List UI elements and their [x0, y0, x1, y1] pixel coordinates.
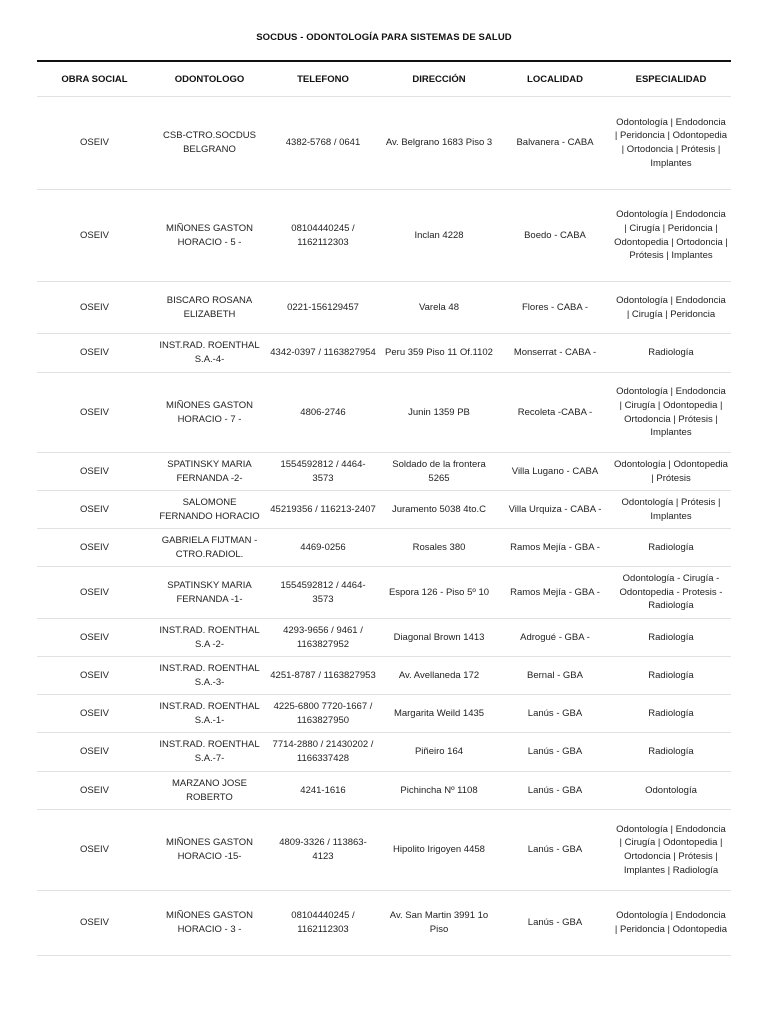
telefono-cell: 4809-3326 / 113863-4123: [267, 810, 379, 891]
obra-social-cell: OSEIV: [37, 453, 152, 491]
telefono-cell: 08104440245 / 1162112303: [267, 891, 379, 956]
especialidad-cell: Odontología | Odontopedia | Prótesis: [611, 453, 731, 491]
table-row: [37, 334, 731, 373]
odontologo-cell: INST.RAD. ROENTHAL S.A -2-: [152, 619, 267, 657]
table-row: [37, 282, 731, 334]
obra-social-cell: OSEIV: [37, 529, 152, 567]
localidad-cell: Villa Lugano - CABA: [499, 453, 611, 491]
obra-social-cell: OSEIV: [37, 567, 152, 619]
table-row: [37, 657, 731, 695]
direccion-cell: Varela 48: [379, 282, 499, 334]
especialidad-cell: Odontología | Endodoncia | Cirugía | Peridoncia: [611, 282, 731, 334]
localidad-cell: Recoleta -CABA -: [499, 373, 611, 453]
telefono-cell: 4241-1616: [267, 772, 379, 810]
table-row: [37, 695, 731, 733]
obra-social-cell: OSEIV: [37, 619, 152, 657]
table-row: [37, 567, 731, 619]
table-row: [37, 190, 731, 282]
odontologo-cell: CSB-CTRO.SOCDUS BELGRANO: [152, 97, 267, 190]
table-row: [37, 810, 731, 891]
obra-social-cell: OSEIV: [37, 373, 152, 453]
localidad-cell: Bernal - GBA: [499, 657, 611, 695]
telefono-cell: 1554592812 / 4464-3573: [267, 567, 379, 619]
table-body: [37, 97, 731, 956]
direccion-cell: Av. Belgrano 1683 Piso 3: [379, 97, 499, 190]
especialidad-cell: Radiología: [611, 529, 731, 567]
providers-table: [37, 60, 731, 956]
localidad-cell: Adrogué - GBA -: [499, 619, 611, 657]
obra-social-cell: OSEIV: [37, 97, 152, 190]
obra-social-cell: OSEIV: [37, 491, 152, 529]
table-row: [37, 97, 731, 190]
obra-social-cell: OSEIV: [37, 282, 152, 334]
telefono-cell: 4382-5768 / 0641: [267, 97, 379, 190]
especialidad-cell: Odontología | Endodoncia | Cirugía | Odontopedia | Ortodoncia | Prótesis | Implantes: [611, 373, 731, 453]
column-header-localidad: LOCALIDAD: [499, 61, 611, 97]
telefono-cell: 4806-2746: [267, 373, 379, 453]
localidad-cell: Balvanera - CABA: [499, 97, 611, 190]
especialidad-cell: Radiología: [611, 334, 731, 373]
odontologo-cell: MIÑONES GASTON HORACIO -15-: [152, 810, 267, 891]
table-row: [37, 491, 731, 529]
localidad-cell: Ramos Mejía - GBA -: [499, 567, 611, 619]
localidad-cell: Lanús - GBA: [499, 695, 611, 733]
document-title: SOCDUS - ODONTOLOGÍA PARA SISTEMAS DE SALUD: [256, 32, 512, 43]
odontologo-cell: MIÑONES GASTON HORACIO - 3 -: [152, 891, 267, 956]
odontologo-cell: SPATINSKY MARIA FERNANDA -2-: [152, 453, 267, 491]
direccion-cell: Rosales 380: [379, 529, 499, 567]
direccion-cell: Peru 359 Piso 11 Of.1102: [379, 334, 499, 373]
direccion-cell: Diagonal Brown 1413: [379, 619, 499, 657]
telefono-cell: 45219356 / 116213-2407: [267, 491, 379, 529]
telefono-cell: 4469-0256: [267, 529, 379, 567]
especialidad-cell: Odontología | Endodoncia | Cirugía | Peridoncia | Odontopedia | Ortodoncia | Prótesis | Implantes: [611, 190, 731, 282]
table-row: [37, 891, 731, 956]
table-row: [37, 733, 731, 772]
direccion-cell: Pichincha Nº 1108: [379, 772, 499, 810]
obra-social-cell: OSEIV: [37, 810, 152, 891]
direccion-cell: Av. Avellaneda 172: [379, 657, 499, 695]
direccion-cell: Inclan 4228: [379, 190, 499, 282]
table-row: [37, 619, 731, 657]
odontologo-cell: INST.RAD. ROENTHAL S.A.-4-: [152, 334, 267, 373]
localidad-cell: Lanús - GBA: [499, 891, 611, 956]
telefono-cell: 1554592812 / 4464-3573: [267, 453, 379, 491]
localidad-cell: Monserrat - CABA -: [499, 334, 611, 373]
localidad-cell: Lanús - GBA: [499, 733, 611, 772]
especialidad-cell: Odontología | Endodoncia | Cirugía | Odontopedia | Ortodoncia | Prótesis | Implantes | Radiología: [611, 810, 731, 891]
odontologo-cell: BISCARO ROSANA ELIZABETH: [152, 282, 267, 334]
obra-social-cell: OSEIV: [37, 695, 152, 733]
odontologo-cell: SALOMONE FERNANDO HORACIO: [152, 491, 267, 529]
localidad-cell: Ramos Mejía - GBA -: [499, 529, 611, 567]
telefono-cell: 4251-8787 / 1163827953: [267, 657, 379, 695]
localidad-cell: Lanús - GBA: [499, 772, 611, 810]
obra-social-cell: OSEIV: [37, 733, 152, 772]
especialidad-cell: Odontología: [611, 772, 731, 810]
especialidad-cell: Odontología | Prótesis | Implantes: [611, 491, 731, 529]
column-header-telefono: TELEFONO: [267, 61, 379, 97]
direccion-cell: Hipolito Irigoyen 4458: [379, 810, 499, 891]
obra-social-cell: OSEIV: [37, 891, 152, 956]
especialidad-cell: Radiología: [611, 619, 731, 657]
localidad-cell: Boedo - CABA: [499, 190, 611, 282]
especialidad-cell: Radiología: [611, 695, 731, 733]
odontologo-cell: INST.RAD. ROENTHAL S.A.-1-: [152, 695, 267, 733]
direccion-cell: Piñeiro 164: [379, 733, 499, 772]
odontologo-cell: INST.RAD. ROENTHAL S.A.-7-: [152, 733, 267, 772]
obra-social-cell: OSEIV: [37, 334, 152, 373]
localidad-cell: Flores - CABA -: [499, 282, 611, 334]
telefono-cell: 4293-9656 / 9461 / 1163827952: [267, 619, 379, 657]
odontologo-cell: MIÑONES GASTON HORACIO - 5 -: [152, 190, 267, 282]
column-header-direccion: DIRECCIÓN: [379, 61, 499, 97]
localidad-cell: Villa Urquiza - CABA -: [499, 491, 611, 529]
direccion-cell: Junin 1359 PB: [379, 373, 499, 453]
odontologo-cell: GABRIELA FIJTMAN -CTRO.RADIOL.: [152, 529, 267, 567]
obra-social-cell: OSEIV: [37, 772, 152, 810]
direccion-cell: Espora 126 - Piso 5º 10: [379, 567, 499, 619]
telefono-cell: 4342-0397 / 1163827954: [267, 334, 379, 373]
telefono-cell: 0221-156129457: [267, 282, 379, 334]
column-header-obra-social: OBRA SOCIAL: [37, 61, 152, 97]
telefono-cell: 7714-2880 / 21430202 / 1166337428: [267, 733, 379, 772]
column-header-odontologo: ODONTOLOGO: [152, 61, 267, 97]
telefono-cell: 4225-6800 7720-1667 / 1163827950: [267, 695, 379, 733]
direccion-cell: Soldado de la frontera 5265: [379, 453, 499, 491]
table-row: [37, 453, 731, 491]
table-row: [37, 373, 731, 453]
direccion-cell: Margarita Weild 1435: [379, 695, 499, 733]
especialidad-cell: Odontología - Cirugía - Odontopedia - Protesis - Radiología: [611, 567, 731, 619]
odontologo-cell: MARZANO JOSE ROBERTO: [152, 772, 267, 810]
obra-social-cell: OSEIV: [37, 657, 152, 695]
obra-social-cell: OSEIV: [37, 190, 152, 282]
column-header-especialidad: ESPECIALIDAD: [611, 61, 731, 97]
direccion-cell: Juramento 5038 4to.C: [379, 491, 499, 529]
odontologo-cell: INST.RAD. ROENTHAL S.A.-3-: [152, 657, 267, 695]
localidad-cell: Lanús - GBA: [499, 810, 611, 891]
direccion-cell: Av. San Martin 3991 1o Piso: [379, 891, 499, 956]
table-header-row: [37, 61, 731, 97]
especialidad-cell: Radiología: [611, 657, 731, 695]
odontologo-cell: SPATINSKY MARIA FERNANDA -1-: [152, 567, 267, 619]
odontologo-cell: MIÑONES GASTON HORACIO - 7 -: [152, 373, 267, 453]
especialidad-cell: Radiología: [611, 733, 731, 772]
telefono-cell: 08104440245 / 1162112303: [267, 190, 379, 282]
table-row: [37, 772, 731, 810]
table-row: [37, 529, 731, 567]
especialidad-cell: Odontología | Endodoncia | Peridoncia | Odontopedia: [611, 891, 731, 956]
especialidad-cell: Odontología | Endodoncia | Peridoncia | Odontopedia | Ortodoncia | Prótesis | Implantes: [611, 97, 731, 190]
